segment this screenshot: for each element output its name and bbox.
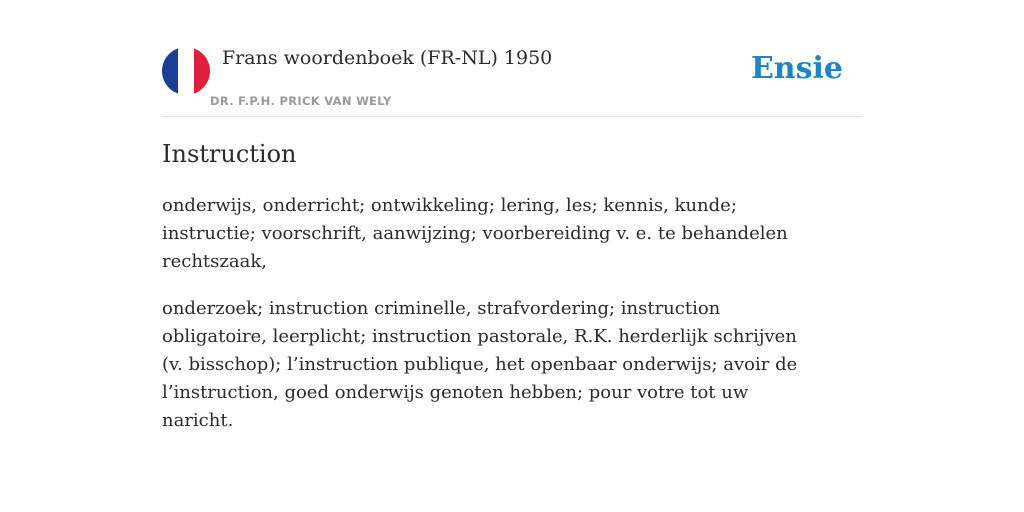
entry-paragraph: onderzoek; instruction criminelle, strafvordering; instruction obligatoire, leerplicht; instruction pastorale, R.K. herderlijk schrijven (v. bisschop); l’instruction publique, het openbaar onderwijs; avoir de l’instruction, goed onderwijs genoten hebben; pour votre tot uw naricht. xyxy=(162,298,798,431)
entry-title: Instruction xyxy=(162,140,297,168)
dictionary-title[interactable]: Frans woordenboek (FR-NL) 1950 xyxy=(222,47,553,69)
entry-paragraph: onderwijs, onderricht; ontwikkeling; lering, les; kennis, kunde; instructie; voorschrift, aanwijzing; voorbereiding v. e. te behandelen rechtszaak, xyxy=(162,195,788,272)
dictionary-header xyxy=(162,40,862,117)
flag-blue-stripe xyxy=(162,47,178,95)
france-flag-icon xyxy=(162,47,210,95)
entry-body xyxy=(162,192,822,454)
dictionary-author: DR. F.P.H. PRICK VAN WELY xyxy=(210,94,392,108)
ensie-logo-link[interactable]: Ensie xyxy=(750,51,843,86)
flag-red-stripe xyxy=(194,47,210,95)
flag-white-stripe xyxy=(178,47,194,95)
